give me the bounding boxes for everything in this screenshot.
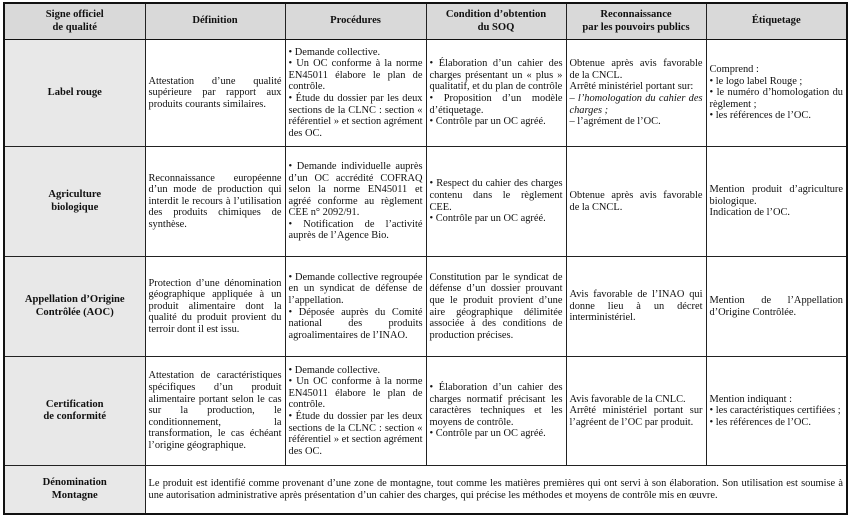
list-item: Avis favorable de l’INAO qui donne lieu à un décret interministériel.	[569, 289, 703, 324]
row-heading-text: Montagne	[51, 489, 98, 501]
list-item: Mention produit d’agriculture biologique.	[709, 184, 843, 207]
list-item: Mention indiquant :	[709, 393, 793, 405]
header-reconnaissance	[566, 3, 706, 40]
row-heading	[4, 466, 145, 515]
header-definition	[145, 3, 285, 40]
row-heading-text: Contrôlée (AOC)	[35, 306, 114, 318]
list-item: • le numéro d’homologation du règlement ;	[709, 87, 843, 110]
table-row-montagne	[4, 466, 847, 515]
row-heading	[4, 40, 145, 147]
list-item: • Étude du dossier par les deux sections de la CLNC : section « référentiel » et section agrément des OC.	[288, 93, 423, 139]
table-row-agriculture-biologique	[4, 147, 847, 257]
list-item: • Élaboration d’un cahier des charges normatif précisant les caractères techniques et les moyens de contrôle.	[429, 382, 563, 428]
conditions-cell	[426, 357, 566, 466]
row-heading-text: Dénomination	[42, 477, 107, 488]
definition-cell: Protection d’une dénomination géographique appliquée à un produit alimentaire dont la qualité du produit provient du terroir dont il est issu.	[145, 257, 285, 357]
row-heading-text: de conformité	[43, 411, 107, 422]
list-item: • Demande collective.	[288, 46, 381, 58]
header-procedures	[285, 3, 426, 40]
procedures-cell	[285, 147, 426, 257]
etiquetage-cell	[706, 40, 847, 147]
list-item: • Élaboration d’un cahier des charges présentant un « plus » qualitatif, et du plan de contrôle	[429, 58, 563, 93]
etiquetage-cell	[706, 257, 847, 357]
list-item: Obtenue après avis favorable de la CNCL.	[569, 189, 703, 213]
reconnaissance-cell	[566, 147, 706, 257]
soq-table	[3, 2, 848, 515]
list-item: • Étude du dossier par les deux sections de la CLNC : section « référentiel » et section agrément des OC.	[288, 411, 423, 457]
list-item: • Un OC conforme à la norme EN45011 élabore le plan de contrôle.	[288, 58, 423, 93]
list-item: – l’agrément de l’OC.	[569, 116, 661, 128]
list-item: • Déposée auprès du Comité national des produits agroalimentaires de l’INAO.	[288, 306, 423, 341]
list-item: • Demande collective regroupée en un syndicat de défense de l’appellation.	[288, 271, 423, 306]
etiquetage-cell	[706, 357, 847, 466]
list-item: – l’homologation du cahier des charges ;	[569, 93, 703, 116]
definition-cell: Attestation d’une qualité supérieure par rapport aux produits courants similaires.	[145, 40, 285, 147]
header-text: Reconnaissance	[600, 9, 672, 20]
row-heading-text: Appellation d’Origine	[24, 294, 125, 305]
list-item: • Contrôle par un OC agréé.	[429, 116, 546, 128]
list-item: • Demande individuelle auprès d’un OC accrédité COFRAQ selon la norme EN45011 et agréé conforme au règlement CEE n° 2092/91.	[288, 160, 423, 219]
list-item: • Proposition d’un modèle d’étiquetage.	[429, 93, 563, 116]
etiquetage-cell	[706, 147, 847, 257]
table-row-label-rouge	[4, 40, 847, 147]
list-item: • les références de l’OC.	[709, 110, 811, 122]
reconnaissance-cell	[566, 257, 706, 357]
list-item: • Contrôle par un OC agréé.	[429, 428, 546, 440]
list-item: Constitution par le syndicat de défense d’un dossier prouvant que le produit provient d’une aire géographique délimitée associée à des conditions de production précises.	[429, 271, 563, 341]
list-item: Obtenue après avis favorable de la CNCL.	[569, 58, 703, 81]
procedures-cell	[285, 40, 426, 147]
reconnaissance-cell	[566, 40, 706, 147]
montagne-description: Le produit est identifié comme provenant d’une zone de montagne, tout comme les matières premières qui ont servi à son élaboration. Son utilisation est soumise à une autorisation administrative après présentation d’un cahier des charges, qui précise les méthodes et moyens de contrôle mis en œuvre.	[145, 466, 847, 515]
header-text: du SOQ	[477, 21, 515, 33]
procedures-cell	[285, 357, 426, 466]
row-heading	[4, 357, 145, 466]
reconnaissance-cell	[566, 357, 706, 466]
header-text: Signe officiel	[45, 9, 104, 20]
list-item: Mention de l’Appellation d’Origine Contrôlée.	[709, 294, 843, 318]
definition-cell: Attestation de caractéristiques spécifiques d’un produit alimentaire portant selon le cas sur la production, le conditionnement, la transformation, le cas échéant l’origine géographique.	[145, 357, 285, 466]
list-item: Arrêté ministériel portant sur l’agréent de l’OC par produit.	[569, 405, 703, 428]
list-item: • Contrôle par un OC agréé.	[429, 213, 546, 225]
list-item: • le logo label Rouge ;	[709, 75, 803, 87]
conditions-cell	[426, 147, 566, 257]
row-heading-text: Certification	[45, 398, 104, 410]
header-row	[4, 3, 847, 40]
list-item: • Demande collective.	[288, 364, 381, 376]
header-text: Condition d’obtention	[445, 9, 547, 20]
definition-cell: Reconnaissance européenne d’un mode de production qui interdit le recours à l’utilisation des produits chimiques de synthèse.	[145, 147, 285, 257]
list-item: Avis favorable de la CNLC.	[569, 393, 686, 405]
header-text: Définition	[192, 15, 238, 27]
header-etiquetage	[706, 3, 847, 40]
list-item: • Notification de l’activité auprès de l’Agence Bio.	[288, 218, 423, 242]
header-text: Procédures	[330, 15, 381, 27]
header-text: Étiquetage	[751, 15, 801, 27]
row-heading	[4, 147, 145, 257]
list-item: Arrêté ministériel portant sur:	[569, 81, 694, 93]
row-heading	[4, 257, 145, 357]
conditions-cell	[426, 40, 566, 147]
table-row-aoc	[4, 257, 847, 357]
header-text: de qualité	[52, 21, 97, 33]
header-text: par les pouvoirs publics	[582, 21, 690, 33]
row-heading-text: Agriculture	[48, 189, 102, 200]
list-item: • les références de l’OC.	[709, 416, 811, 428]
row-heading-text: Label rouge	[47, 86, 102, 98]
procedures-cell	[285, 257, 426, 357]
header-signe	[4, 3, 145, 40]
list-item: Comprend :	[709, 64, 759, 76]
list-item: • Respect du cahier des charges contenu dans le règlement CEE.	[429, 178, 563, 213]
table-row-certification	[4, 357, 847, 466]
conditions-cell	[426, 257, 566, 357]
list-item: Indication de l’OC.	[709, 207, 791, 219]
list-item: • les caractéristiques certifiées ;	[709, 405, 841, 417]
row-heading-text: biologique	[51, 201, 99, 213]
list-item: • Un OC conforme à la norme EN45011 élabore le plan de contrôle.	[288, 376, 423, 411]
header-condition	[426, 3, 566, 40]
